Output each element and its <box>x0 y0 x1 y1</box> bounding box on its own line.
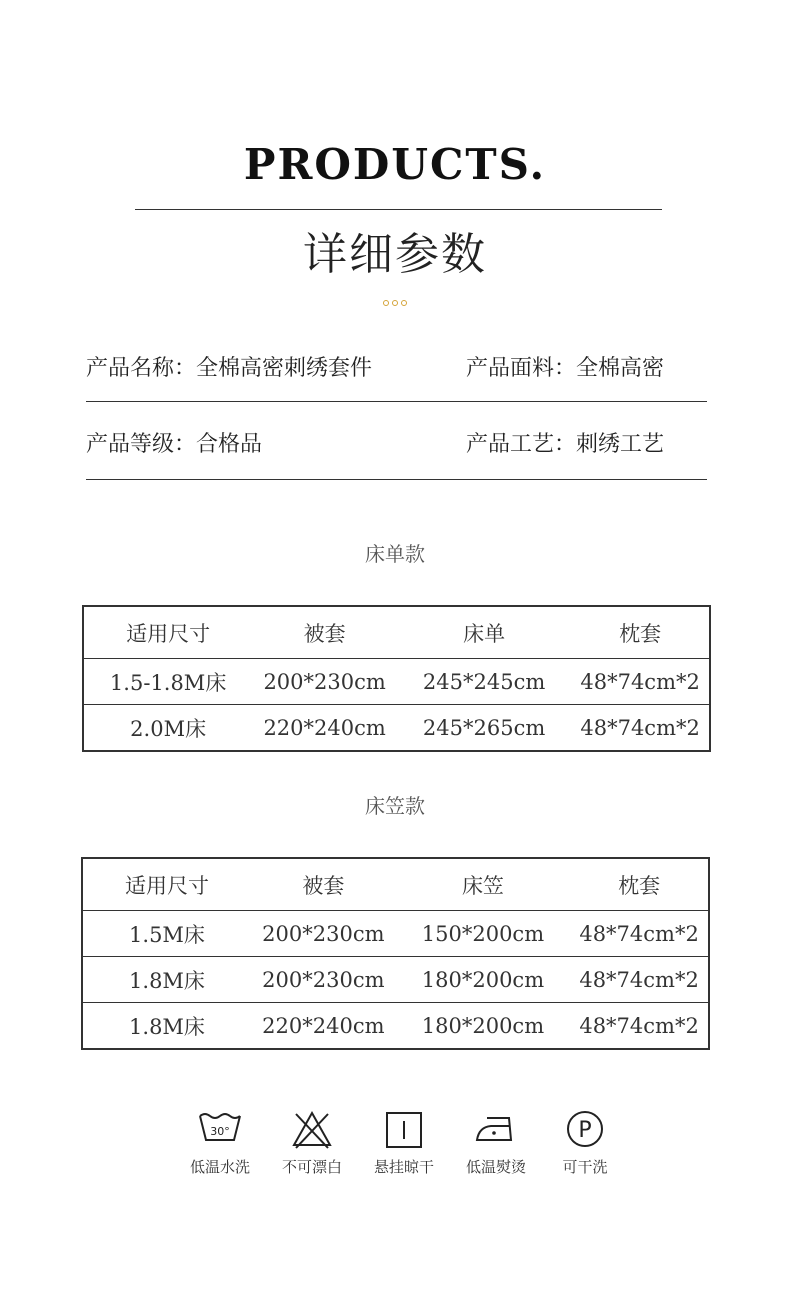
table-row <box>82 911 709 957</box>
table-cell: 1.5M床 <box>82 911 251 957</box>
wash-temp-text: 30° <box>210 1125 230 1138</box>
sheet-size-table <box>82 605 711 752</box>
info-row <box>86 329 707 402</box>
table-header-cell: 适用尺寸 <box>83 606 252 659</box>
table-cell: 200*230cm <box>251 911 396 957</box>
care-label: 低温熨烫 <box>465 1158 526 1176</box>
care-label: 可干洗 <box>562 1158 608 1176</box>
care-item-dry-clean <box>540 1110 630 1177</box>
care-item-iron <box>451 1110 541 1177</box>
dry-clean-letter: P <box>578 1118 592 1143</box>
care-item-wash <box>175 1110 265 1177</box>
care-item-hang-dry <box>359 1110 449 1177</box>
table-cell: 220*240cm <box>251 1003 396 1050</box>
wash-30-icon <box>197 1110 243 1150</box>
title-divider <box>135 209 662 210</box>
decorative-dots <box>0 300 790 306</box>
section-title-sheet: 床单款 <box>365 542 425 566</box>
table-header-cell: 床单 <box>397 606 571 659</box>
table-row <box>83 659 710 705</box>
no-bleach-icon <box>289 1110 335 1150</box>
table-cell: 48*74cm*2 <box>571 705 710 752</box>
table-cell: 1.5-1.8M床 <box>83 659 252 705</box>
table-cell: 48*74cm*2 <box>570 1003 709 1050</box>
table-header-cell: 床笠 <box>396 858 570 911</box>
iron-low-icon <box>473 1110 519 1150</box>
hang-dry-icon <box>381 1110 427 1150</box>
table-header-cell: 被套 <box>252 606 397 659</box>
table-row <box>83 705 710 752</box>
table-header-cell: 枕套 <box>570 858 709 911</box>
care-item-no-bleach <box>267 1110 357 1177</box>
table-cell: 200*230cm <box>251 957 396 1003</box>
table-row <box>82 1003 709 1050</box>
title-chinese: 详细参数 <box>303 229 487 280</box>
table-cell: 245*265cm <box>397 705 571 752</box>
table-header-cell: 被套 <box>251 858 396 911</box>
table-cell: 48*74cm*2 <box>571 659 710 705</box>
product-name: 产品名称：全棉高密刺绣套件 <box>86 356 373 381</box>
table-row <box>82 957 709 1003</box>
dry-clean-p-icon <box>562 1110 608 1150</box>
table-header-row <box>82 858 709 911</box>
care-label: 悬挂晾干 <box>373 1158 434 1176</box>
dot-icon <box>383 300 389 306</box>
table-header-row <box>83 606 710 659</box>
care-label: 低温水洗 <box>189 1158 250 1176</box>
table-cell: 180*200cm <box>396 1003 570 1050</box>
dot-icon <box>401 300 407 306</box>
table-cell: 48*74cm*2 <box>570 911 709 957</box>
dot-icon <box>392 300 398 306</box>
table-cell: 1.8M床 <box>82 957 251 1003</box>
care-label: 不可漂白 <box>281 1158 342 1176</box>
section-title-fitted: 床笠款 <box>365 794 425 818</box>
table-cell: 220*240cm <box>252 705 397 752</box>
table-cell: 2.0M床 <box>83 705 252 752</box>
table-cell: 48*74cm*2 <box>570 957 709 1003</box>
table-cell: 150*200cm <box>396 911 570 957</box>
product-grade: 产品等级：合格品 <box>86 432 263 457</box>
table-header-cell: 适用尺寸 <box>82 858 251 911</box>
product-craft: 产品工艺：刺绣工艺 <box>466 432 665 457</box>
fitted-size-table <box>81 857 710 1050</box>
table-cell: 180*200cm <box>396 957 570 1003</box>
table-cell: 245*245cm <box>397 659 571 705</box>
product-fabric: 产品面料：全棉高密 <box>466 356 665 381</box>
table-cell: 1.8M床 <box>82 1003 251 1050</box>
info-row <box>86 407 707 480</box>
table-header-cell: 枕套 <box>571 606 710 659</box>
table-cell: 200*230cm <box>252 659 397 705</box>
title-english: PRODUCTS. <box>243 140 547 189</box>
